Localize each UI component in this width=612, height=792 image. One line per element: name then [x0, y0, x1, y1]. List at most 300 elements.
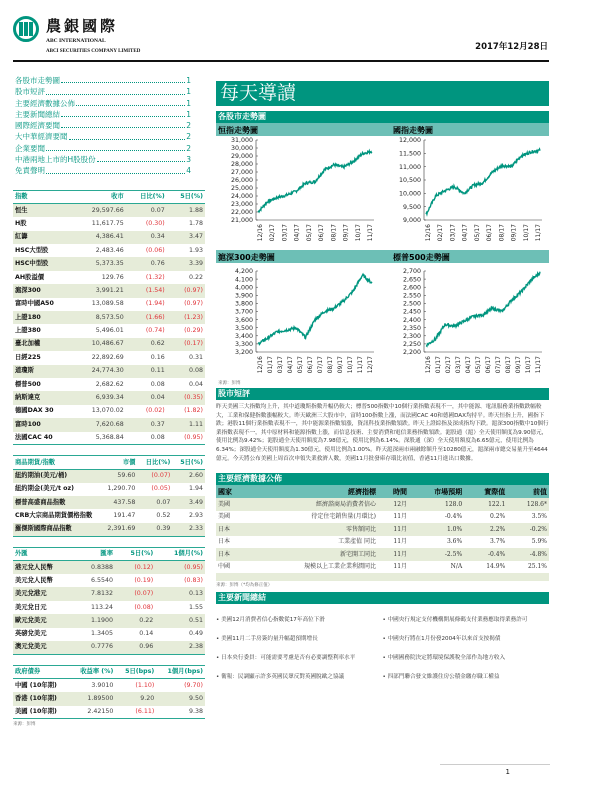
cell-value: 128.6* [507, 498, 549, 511]
x-tick-label: 07/17 [317, 356, 324, 374]
row-label: HSC中型股 [13, 257, 74, 270]
left-column [13, 190, 205, 728]
logo-english-name: ABC INTERNATIONAL [46, 38, 106, 44]
chart-title: 國指走勢圖 [393, 126, 433, 135]
x-tick-label: 12/16 [257, 356, 264, 374]
table-header-row [216, 485, 549, 498]
cell-value: 零售額同比 [247, 523, 378, 536]
row-label: 中國 (10年期) [15, 681, 57, 689]
x-tick-label: 11/17 [535, 224, 542, 242]
toc-item[interactable] [15, 131, 191, 142]
x-tick-label: 09/17 [510, 224, 518, 242]
cell-value: 0.96 [115, 641, 155, 654]
econ-filler-row [216, 573, 549, 581]
x-tick-label: 11/17 [367, 224, 374, 242]
y-tick-label: 28,000 [230, 161, 253, 169]
logo-chinese-name: 農銀國際 [46, 17, 119, 35]
toc-item[interactable] [15, 86, 191, 97]
column-header: 時間 [378, 485, 409, 498]
toc-page: 1 [186, 87, 191, 97]
cell-value: (1.10) [135, 681, 155, 689]
x-tick-label: 07/17 [495, 356, 502, 374]
cell-value: 0.11 [126, 365, 167, 378]
y-tick-label: 2,350 [402, 324, 421, 332]
news-item[interactable] [216, 635, 377, 643]
cell-value: (9.70) [184, 681, 203, 689]
y-tick-label: 26,000 [230, 177, 253, 185]
table-row [13, 601, 205, 614]
x-tick-label: 06/17 [485, 356, 492, 374]
news-item[interactable] [383, 654, 544, 662]
cell-value: 規模以上工業企業利潤同比 [304, 563, 377, 571]
row-label: 美元兌港元 [13, 587, 76, 600]
cell-value: -0.2% [507, 523, 549, 536]
x-tick-label: 12/16 [425, 224, 432, 242]
cell-value: 12月 [378, 498, 409, 511]
indices-table [13, 190, 205, 445]
cell-value: 113.24 [90, 603, 114, 611]
news-item[interactable] [216, 616, 377, 624]
y-tick-label: 2,400 [402, 316, 421, 324]
cell-value: 工業產值 同比 [338, 538, 377, 546]
cell-value: (0.12) [115, 561, 155, 574]
abci-logo [13, 15, 183, 57]
cell-value: 5,373.35 [74, 257, 126, 270]
news-text: 中國央行規定支付機構開展條碼支付業務應取得業務許可 [387, 617, 528, 624]
table-row [13, 418, 205, 431]
x-tick-label: 08/17 [498, 224, 506, 242]
table-row [13, 509, 205, 522]
toc-item[interactable] [15, 154, 191, 165]
cell-value: -2.5% [409, 548, 464, 561]
cell-value: 0.76 [126, 257, 167, 270]
x-tick-label: 10/17 [354, 224, 362, 242]
column-header: 商品期貨/指數 [13, 456, 98, 469]
cell-value: 1.55 [188, 603, 203, 611]
cell-value: (0.07) [115, 587, 155, 600]
x-tick-label: 11/17 [357, 356, 364, 374]
y-tick-label: 10,500 [398, 177, 421, 185]
cell-value: 1.93 [188, 246, 203, 254]
cell-value: (0.83) [184, 576, 203, 584]
x-tick-label: 09/17 [515, 356, 522, 374]
cell-value: (0.95) [167, 432, 205, 445]
row-label: 香港 (10年期) [13, 692, 70, 705]
cell-value: 4,386.41 [74, 231, 126, 244]
cell-value: 0.7776 [76, 641, 115, 654]
x-tick-label: 04/17 [465, 356, 472, 374]
y-tick-label: 3,600 [234, 316, 253, 324]
row-label: 澳元兌美元 [13, 641, 76, 654]
x-tick-label: 02/17 [437, 224, 445, 242]
y-tick-label: 4,100 [234, 276, 253, 284]
column-header: 經濟指標 [247, 485, 378, 498]
table-row [216, 548, 549, 561]
cell-value: 1.89500 [70, 692, 116, 705]
cell-value: 0.14 [139, 630, 154, 638]
cell-value: (0.07) [137, 469, 172, 482]
page-number: 1 [440, 764, 550, 777]
chart-source: 來源：彭博 [218, 381, 241, 386]
cell-value: 0.08 [126, 432, 167, 445]
bullet-icon: • [382, 636, 388, 643]
row-label: 上證180 [13, 311, 74, 324]
x-tick-label: 12/17 [367, 356, 374, 374]
news-item[interactable] [383, 616, 544, 624]
cell-value: (0.05) [151, 485, 171, 493]
line-chart [393, 125, 542, 241]
row-label: 美國 [216, 498, 247, 511]
x-tick-label: 04/17 [287, 356, 294, 374]
cell-value: 2.60 [172, 469, 205, 482]
y-tick-label: 31,000 [230, 137, 253, 145]
row-label: 標普高盛商品指數 [13, 496, 98, 509]
chart-title: 滬深300走勢圖 [218, 253, 275, 262]
row-label: 納斯達克 [13, 391, 74, 404]
cell-value: 59.60 [98, 469, 137, 482]
column-header: 收市 [74, 191, 126, 204]
y-tick-label: 11,500 [398, 150, 421, 158]
x-tick-label: 09/17 [337, 356, 344, 374]
cell-value: 1,290.70 [107, 485, 136, 493]
cell-value: 1.88 [167, 204, 205, 217]
toc-page: 1 [186, 109, 191, 119]
toc-item[interactable] [15, 98, 191, 109]
cell-value: N/A [450, 563, 463, 571]
y-tick-label: 23,000 [230, 201, 253, 209]
cell-value: 5,368.84 [74, 432, 126, 445]
table-row [13, 628, 205, 641]
cell-value: 7,620.68 [74, 418, 126, 431]
cell-value: 0.22 [188, 273, 203, 281]
column-header: 匯率 [76, 547, 115, 560]
toc-label: 國際經濟要聞 [15, 121, 60, 131]
row-label: 日本 [216, 548, 247, 561]
x-tick-label: 04/17 [293, 224, 301, 242]
row-label: 富時中國A50 [15, 300, 54, 308]
bullet-icon: • [382, 674, 388, 681]
x-tick-label: 12/16 [257, 224, 264, 242]
toc-leader [97, 154, 186, 162]
cell-value: 2.42150 [70, 706, 116, 719]
column-header: 5日(bps) [115, 665, 156, 678]
table-row [13, 587, 205, 600]
cell-value: (0.29) [184, 327, 203, 335]
cell-value: 6,939.34 [74, 391, 126, 404]
y-tick-label: 3,200 [234, 349, 253, 357]
cell-value: (0.74) [145, 327, 165, 335]
news-header: 主要新聞總結 [216, 592, 549, 604]
table-row [13, 324, 205, 337]
cell-value: 3.47 [167, 231, 205, 244]
toc-item[interactable] [15, 143, 191, 154]
row-label: HSC大型股 [15, 246, 49, 254]
row-label: 美國 (10年期) [13, 706, 70, 719]
cell-value: 10,486.67 [74, 338, 126, 351]
table-row [13, 351, 205, 364]
table-row [13, 298, 205, 311]
table-row [13, 217, 205, 230]
toc-item[interactable] [15, 165, 191, 176]
table-row [13, 365, 205, 378]
cell-value: 待定住宅銷售量(月環比) [311, 513, 377, 521]
table-row [216, 498, 549, 511]
table-row [13, 614, 205, 627]
cell-value: 11,617.75 [91, 219, 124, 227]
table-row [216, 536, 549, 549]
y-tick-label: 2,650 [402, 276, 421, 284]
bullet-icon: • [216, 617, 222, 624]
cell-value: 3.49 [172, 496, 205, 509]
row-label: 英磅兌美元 [15, 630, 47, 638]
row-label: 美元兌人民幣 [15, 576, 53, 584]
y-tick-label: 2,200 [402, 349, 421, 357]
toc-leader [46, 86, 185, 94]
cell-value: 9.20 [115, 692, 156, 705]
column-header: 政府債券 [13, 665, 70, 678]
x-tick-label: 06/17 [486, 224, 494, 242]
cell-value: 11月 [393, 538, 408, 546]
table-row [13, 574, 205, 587]
y-tick-label: 2,450 [402, 308, 421, 316]
cell-value: 3.9010 [91, 681, 114, 689]
table-row [13, 257, 205, 270]
cell-value: 2,682.62 [95, 380, 124, 388]
toc-page: 1 [186, 98, 191, 108]
row-label: 臺北加權 [13, 338, 74, 351]
toc-label: 大中華經濟要聞 [15, 132, 68, 142]
cell-value: 0.51 [155, 614, 205, 627]
cell-value: 0.37 [126, 418, 167, 431]
table-header-row [13, 665, 205, 678]
x-tick-label: 03/17 [455, 356, 462, 374]
cell-value: 9.38 [156, 706, 205, 719]
x-tick-label: 04/17 [461, 224, 469, 242]
news-text: 衛報：民調顯示許多英國民眾反對英國脫歐之協議 [221, 674, 345, 681]
row-label: 日經225 [15, 353, 41, 361]
y-tick-label: 9,500 [402, 203, 421, 211]
column-header: 5日(%) [115, 547, 155, 560]
row-label: 紐約期金(美元/t oz) [15, 485, 75, 493]
toc-label: 主要新聞總結 [15, 109, 60, 119]
table-row [13, 405, 205, 418]
row-label: 羅傑斯國際商品指數 [13, 523, 98, 536]
table-row [13, 311, 205, 324]
table-row [13, 378, 205, 391]
news-text: 中國央行將在1月份發2004年以來首支按揭債 [387, 636, 501, 643]
x-tick-label: 10/17 [347, 356, 354, 374]
cell-value: 經濟諮商局消費者信心 [247, 498, 378, 511]
table-header-row [13, 456, 205, 469]
toc-page: 2 [186, 121, 191, 131]
cell-value: 11月 [393, 513, 408, 521]
row-label: 滬深300 [13, 284, 74, 297]
commodities-table [13, 455, 205, 536]
y-tick-label: 3,400 [234, 333, 253, 340]
news-column-right [383, 616, 550, 692]
column-header: 1個月(%) [155, 547, 205, 560]
series-line [426, 272, 540, 347]
cell-value: 0.39 [137, 523, 172, 536]
cell-value: (1.23) [167, 311, 205, 324]
y-tick-label: 3,500 [234, 324, 253, 332]
news-text: 日本央行委員：可能需要考慮是否有必要調整利率水平 [221, 655, 356, 662]
y-tick-label: 10,000 [398, 190, 421, 198]
toc-label: 企業要聞 [15, 143, 45, 153]
abc-logo-icon [13, 16, 39, 42]
toc-page: 1 [186, 76, 191, 85]
toc-item[interactable] [15, 120, 191, 131]
cell-value: 1.3405 [90, 630, 114, 638]
toc-leader [61, 75, 185, 83]
x-tick-label: 01/17 [267, 356, 274, 374]
cell-value: 0.8388 [76, 561, 115, 574]
news-item[interactable] [216, 673, 377, 681]
toc-label: 中港兩地上市的H股股份 [15, 155, 96, 165]
econ-data-section [216, 473, 549, 589]
cell-value: 0.49 [188, 630, 203, 638]
table-row [13, 561, 205, 574]
cell-value: 2.2% [464, 523, 507, 536]
x-tick-label: 06/17 [307, 356, 314, 374]
series-line [258, 151, 372, 212]
table-row [216, 511, 549, 524]
table-row [13, 204, 205, 217]
cell-value: 129.76 [101, 273, 124, 281]
bullet-icon: • [382, 617, 388, 624]
y-tick-label: 4,000 [234, 284, 253, 292]
y-tick-label: 2,700 [402, 268, 421, 276]
cell-value: 11月 [378, 548, 409, 561]
x-tick-label: 03/17 [281, 224, 289, 242]
cell-value: 1.78 [188, 219, 203, 227]
row-label: 歐元兌美元 [13, 614, 76, 627]
toc-item[interactable] [15, 109, 191, 120]
table-row [13, 706, 205, 719]
row-label: H股 [15, 219, 27, 227]
y-tick-label: 3,800 [234, 300, 253, 308]
report-date: 2017年12月28日 [475, 42, 548, 52]
row-label: 富時100 [13, 418, 74, 431]
cell-value: (0.97) [184, 300, 203, 308]
row-label: 紐約期油(美元/桶) [13, 469, 98, 482]
y-tick-label: 2,300 [402, 333, 421, 340]
charts-area [216, 123, 549, 381]
cell-value: 128.0 [409, 498, 464, 511]
table-header-row [13, 547, 205, 560]
toc-item[interactable] [15, 75, 191, 86]
toc-page: 2 [186, 143, 191, 153]
commentary-text: 昨天美國三大指數均上升，其中道瓊斯指數升幅仍較大；標普500指數中10個行業指數表現不一，其中能源、電訊服務業指數跌幅較大，工業和保健指數漲幅較大。昨天歐洲三大股市中，富時100指數上漲，而法國CAC 40和德國DAX均持平。昨天恒指上升，國指下跌；港股11個行業指數表現不一，其中能源業指數領漲，資訊科技業指數領跌。昨天上證綜指及深成指均下跌。滬深300指數中10個行業指數表現不一，其中原材料和能源指數上漲，而信息技術、主要消費和電信業務指數領跌。滬股通（滬）全天使用額度為9.90億元，使用比例為9.42%；滬股通全天使用額度為7.98億元，使用比例為6.14%。深股通（深）全天使用額度為6.65億元，使用比例為6.34%；深股通全天使用額度為1.30億元，使用比例為1.00%。昨天滬深兩市兩融餘額升至10280億元，滬深兩市總交易量升至4644億元。今天將公布美國上周首次申領失業救濟人數，美國11月批發庫存環比初值，香港11月進出口數據。 [216, 404, 549, 462]
cell-value: 11月 [378, 523, 409, 536]
y-tick-label: 9,000 [402, 217, 421, 225]
cell-value: 0.31 [188, 353, 203, 361]
row-label: 中國 [218, 563, 231, 571]
series-line [426, 149, 540, 214]
table-row [13, 284, 205, 297]
chart-title: 標普500走勢圖 [393, 253, 450, 262]
y-tick-label: 2,250 [402, 341, 421, 349]
y-tick-label: 4,200 [234, 268, 253, 276]
row-label: 法國CAC 40 [13, 432, 74, 445]
cell-value: 2.38 [155, 641, 205, 654]
news-item[interactable] [383, 635, 544, 643]
news-text: 中國國務院決定將環境保護稅全部作為地方收入 [387, 655, 506, 662]
cell-value: 0.34 [126, 231, 167, 244]
cell-value: (0.30) [145, 219, 165, 227]
cell-value: (1.32) [145, 273, 165, 281]
cell-value: 191.47 [113, 512, 136, 520]
cell-value: 5,496.01 [95, 327, 124, 335]
row-label: CRB大宗商品期貨價格指數 [15, 511, 93, 519]
x-tick-label: 08/17 [330, 224, 338, 242]
news-text: 四部門聯合發文維護住房公積金繳存職工權益 [387, 674, 500, 681]
toc-leader [46, 143, 185, 151]
x-tick-label: 06/17 [318, 224, 326, 242]
x-tick-label: 03/17 [277, 356, 284, 374]
y-tick-label: 30,000 [230, 145, 253, 153]
cell-value: 0.62 [126, 338, 167, 351]
cell-value: 新宅開工同比 [247, 548, 378, 561]
cell-value: 14.9% [486, 563, 506, 571]
cell-value: 0.04 [126, 391, 167, 404]
news-list [216, 616, 549, 692]
table-row [13, 679, 205, 692]
toc-leader [69, 131, 186, 139]
cell-value: (1.82) [184, 407, 203, 415]
table-row [216, 561, 549, 574]
column-header: 1個月(bps) [156, 665, 205, 678]
column-header: 外匯 [13, 547, 76, 560]
econ-header: 主要經濟數據公佈 [216, 473, 549, 485]
y-tick-label: 25,000 [230, 185, 253, 193]
left-source: 來源：彭博 [13, 722, 36, 728]
news-item[interactable] [383, 673, 544, 681]
cell-value: 2,391.69 [98, 523, 137, 536]
y-tick-label: 22,000 [230, 209, 253, 217]
cell-value: 3.5% [531, 513, 547, 521]
table-row [13, 496, 205, 509]
header-divider [13, 60, 549, 62]
cell-value: 0.22 [115, 614, 155, 627]
cell-value: 1.11 [167, 418, 205, 431]
cell-value: 3.7% [490, 538, 506, 546]
y-tick-label: 2,500 [402, 300, 421, 308]
x-tick-label: 12/16 [425, 356, 432, 374]
cell-value: -4.8% [507, 548, 549, 561]
news-item[interactable] [216, 654, 377, 662]
row-label: 恒生 [13, 204, 74, 217]
y-tick-label: 12,000 [398, 137, 421, 145]
line-chart [218, 252, 374, 373]
y-tick-label: 21,000 [230, 217, 253, 225]
cell-value: (0.02) [145, 407, 165, 415]
y-tick-label: 24,000 [230, 193, 253, 201]
toc-leader [61, 109, 185, 117]
cell-value: 13,089.58 [91, 300, 124, 308]
cell-value: (6.11) [115, 706, 156, 719]
cell-value: 2,483.46 [95, 246, 124, 254]
row-label: 日本 [218, 538, 231, 546]
table-of-contents [15, 75, 191, 177]
y-tick-label: 27,000 [230, 169, 253, 177]
y-tick-label: 3,900 [234, 292, 253, 300]
cell-value: 437.58 [98, 496, 137, 509]
toc-page: 3 [186, 155, 191, 165]
y-tick-label: 3,300 [234, 341, 253, 349]
y-tick-label: 29,000 [230, 153, 253, 161]
cell-value: 1.0% [409, 523, 464, 536]
